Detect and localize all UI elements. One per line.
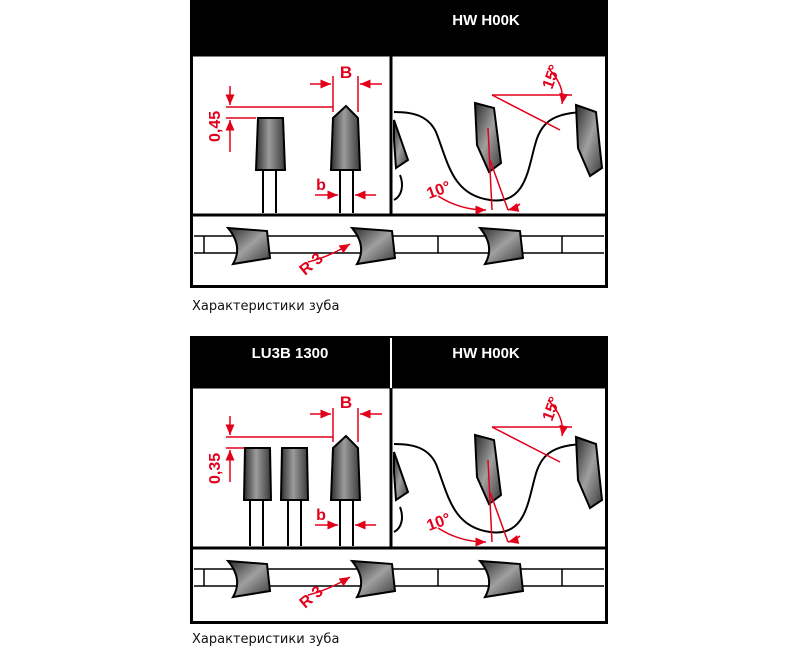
dimension-B-label: B (339, 63, 353, 82)
dimension-B-label: B (339, 393, 353, 412)
tooth-flat (256, 118, 285, 170)
tooth-figure-1 (190, 0, 608, 288)
header-band (192, 2, 607, 57)
header-right-title: HW H00K (452, 345, 520, 362)
figure-caption-1: Характеристики зуба (192, 299, 340, 314)
tooth-diagram-2 (190, 336, 608, 624)
angle-top-label: 15° (539, 62, 565, 92)
tooth-bevel (331, 106, 360, 170)
tooth-flat-2 (281, 448, 308, 500)
dimension-height-label: 0,45 (207, 110, 224, 142)
dimension-b-label: b (316, 507, 326, 524)
figure-caption-2: Характеристики зуба (192, 632, 340, 647)
tooth-diagram-1 (190, 0, 608, 288)
angle-bottom-label: 10° (424, 510, 454, 535)
dimension-b-label: b (316, 177, 326, 194)
radius-label: R 3 (296, 250, 327, 280)
tooth-figure-2 (190, 336, 608, 624)
radius-label: R 3 (296, 583, 327, 613)
header-left-title: LU3B 1300 (251, 345, 329, 362)
angle-bottom-label: 10° (424, 178, 454, 203)
header-right-title: HW H00K (452, 12, 520, 29)
tooth-flat-1 (244, 448, 271, 500)
tooth-bevel (331, 436, 360, 500)
dimension-height-label: 0,35 (207, 452, 224, 484)
angle-top-label: 15° (539, 394, 565, 424)
